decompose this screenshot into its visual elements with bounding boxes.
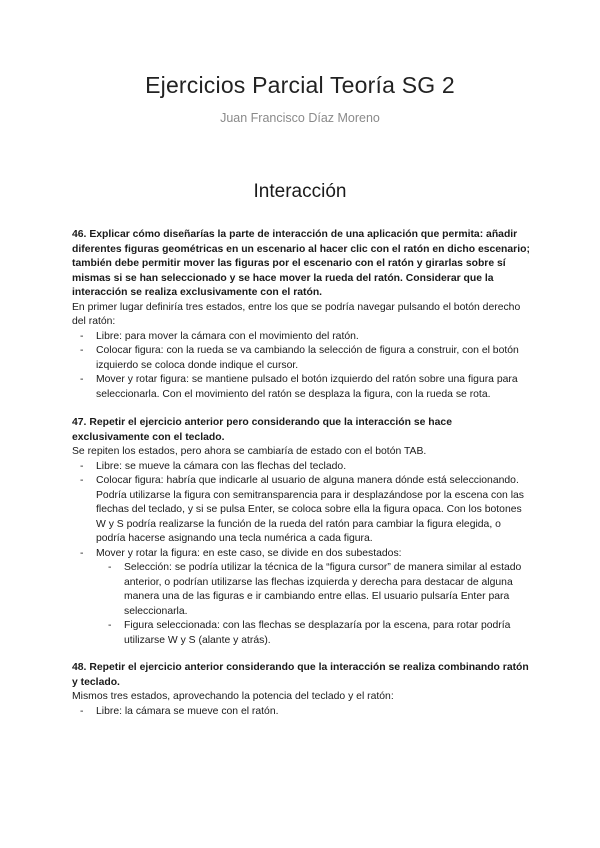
question-47: 47. Repetir el ejercicio anterior pero considerando que la interacción se hace exclusivamente con el teclado. [72,417,452,443]
list-item: - Mover y rotar figura: se mantiene pulsado el botón izquierdo del ratón sobre una figura para seleccionarla. Con el movimiento del ratón se desplaza la figura, con la rueda se rota. [72,373,530,402]
question-46: 46. Explicar cómo diseñarías la parte de interacción de una aplicación que permita: añadir diferentes figuras geométricas en un escenario al hacer clic con el ratón en dicho escenario; también debe permitir mover las figuras por el escenario con el ratón y girarlas sobre sí mismas si se han seleccionado y se hace mover la rueda del ratón. Considerar que la interacción se realiza exclusivamente con el ratón. [72,229,530,298]
sub-list-item: - Selección: se podría utilizar la técnica de la “figura cursor” de manera similar al estado anterior, o podrían utilizarse las flechas izquierda y derecha para destacar de alguna manera una de las figuras e ir cambiando entre ellas. El usuario pulsaría Enter para seleccionarla. [100,561,530,619]
list-item: - Colocar figura: con la rueda se va cambiando la selección de figura a construir, con el botón izquierdo se coloca donde indique el cursor. [72,344,530,373]
list-item: - Colocar figura: habría que indicarle al usuario de alguna manera dónde está seleccionando. Podría utilizarse la figura con semitransparencia para ir desplazándose por la escena con las flechas del teclado, y si se pulsa Enter, se coloca sobre ella la figura opaca. Con los botones W y S podría realizarse la función de la rueda del ratón para cambiar la figura elegida, o podría hacerse asignando una tecla numérica a cada figura. [72,474,530,547]
answer-47-intro: Se repiten los estados, pero ahora se cambiaría de estado con el botón TAB. [72,446,427,457]
answer-47-sublist [100,561,530,648]
question-48: 48. Repetir el ejercicio anterior considerando que la interacción se realiza combinando ratón y teclado. [72,662,529,688]
sub-list-item: - Figura seleccionada: con las flechas se desplazaría por la escena, para rotar podría utilizarse W y S (alante y atrás). [100,619,530,648]
list-item-text: Mover y rotar la figura: en este caso, se divide en dos subestados: [96,547,402,559]
section-heading: Interacción [253,181,347,202]
document-body [72,228,530,719]
list-item [72,547,530,649]
document-title: Ejercicios Parcial Teoría SG 2 [145,72,455,98]
answer-48-list [72,705,530,720]
answer-48-intro: Mismos tres estados, aprovechando la potencia del teclado y el ratón: [72,691,394,702]
list-item: - Libre: se mueve la cámara con las flechas del teclado. [72,460,530,475]
answer-46-list [72,330,530,403]
list-item: - Libre: para mover la cámara con el movimiento del ratón. [72,330,530,345]
list-item: - Libre: la cámara se mueve con el ratón. [72,705,530,720]
answer-46-intro: En primer lugar definiría tres estados, entre los que se podría navegar pulsando el botón derecho del ratón: [72,301,521,327]
answer-47-list [72,460,530,649]
document-author: Juan Francisco Díaz Moreno [220,111,380,125]
